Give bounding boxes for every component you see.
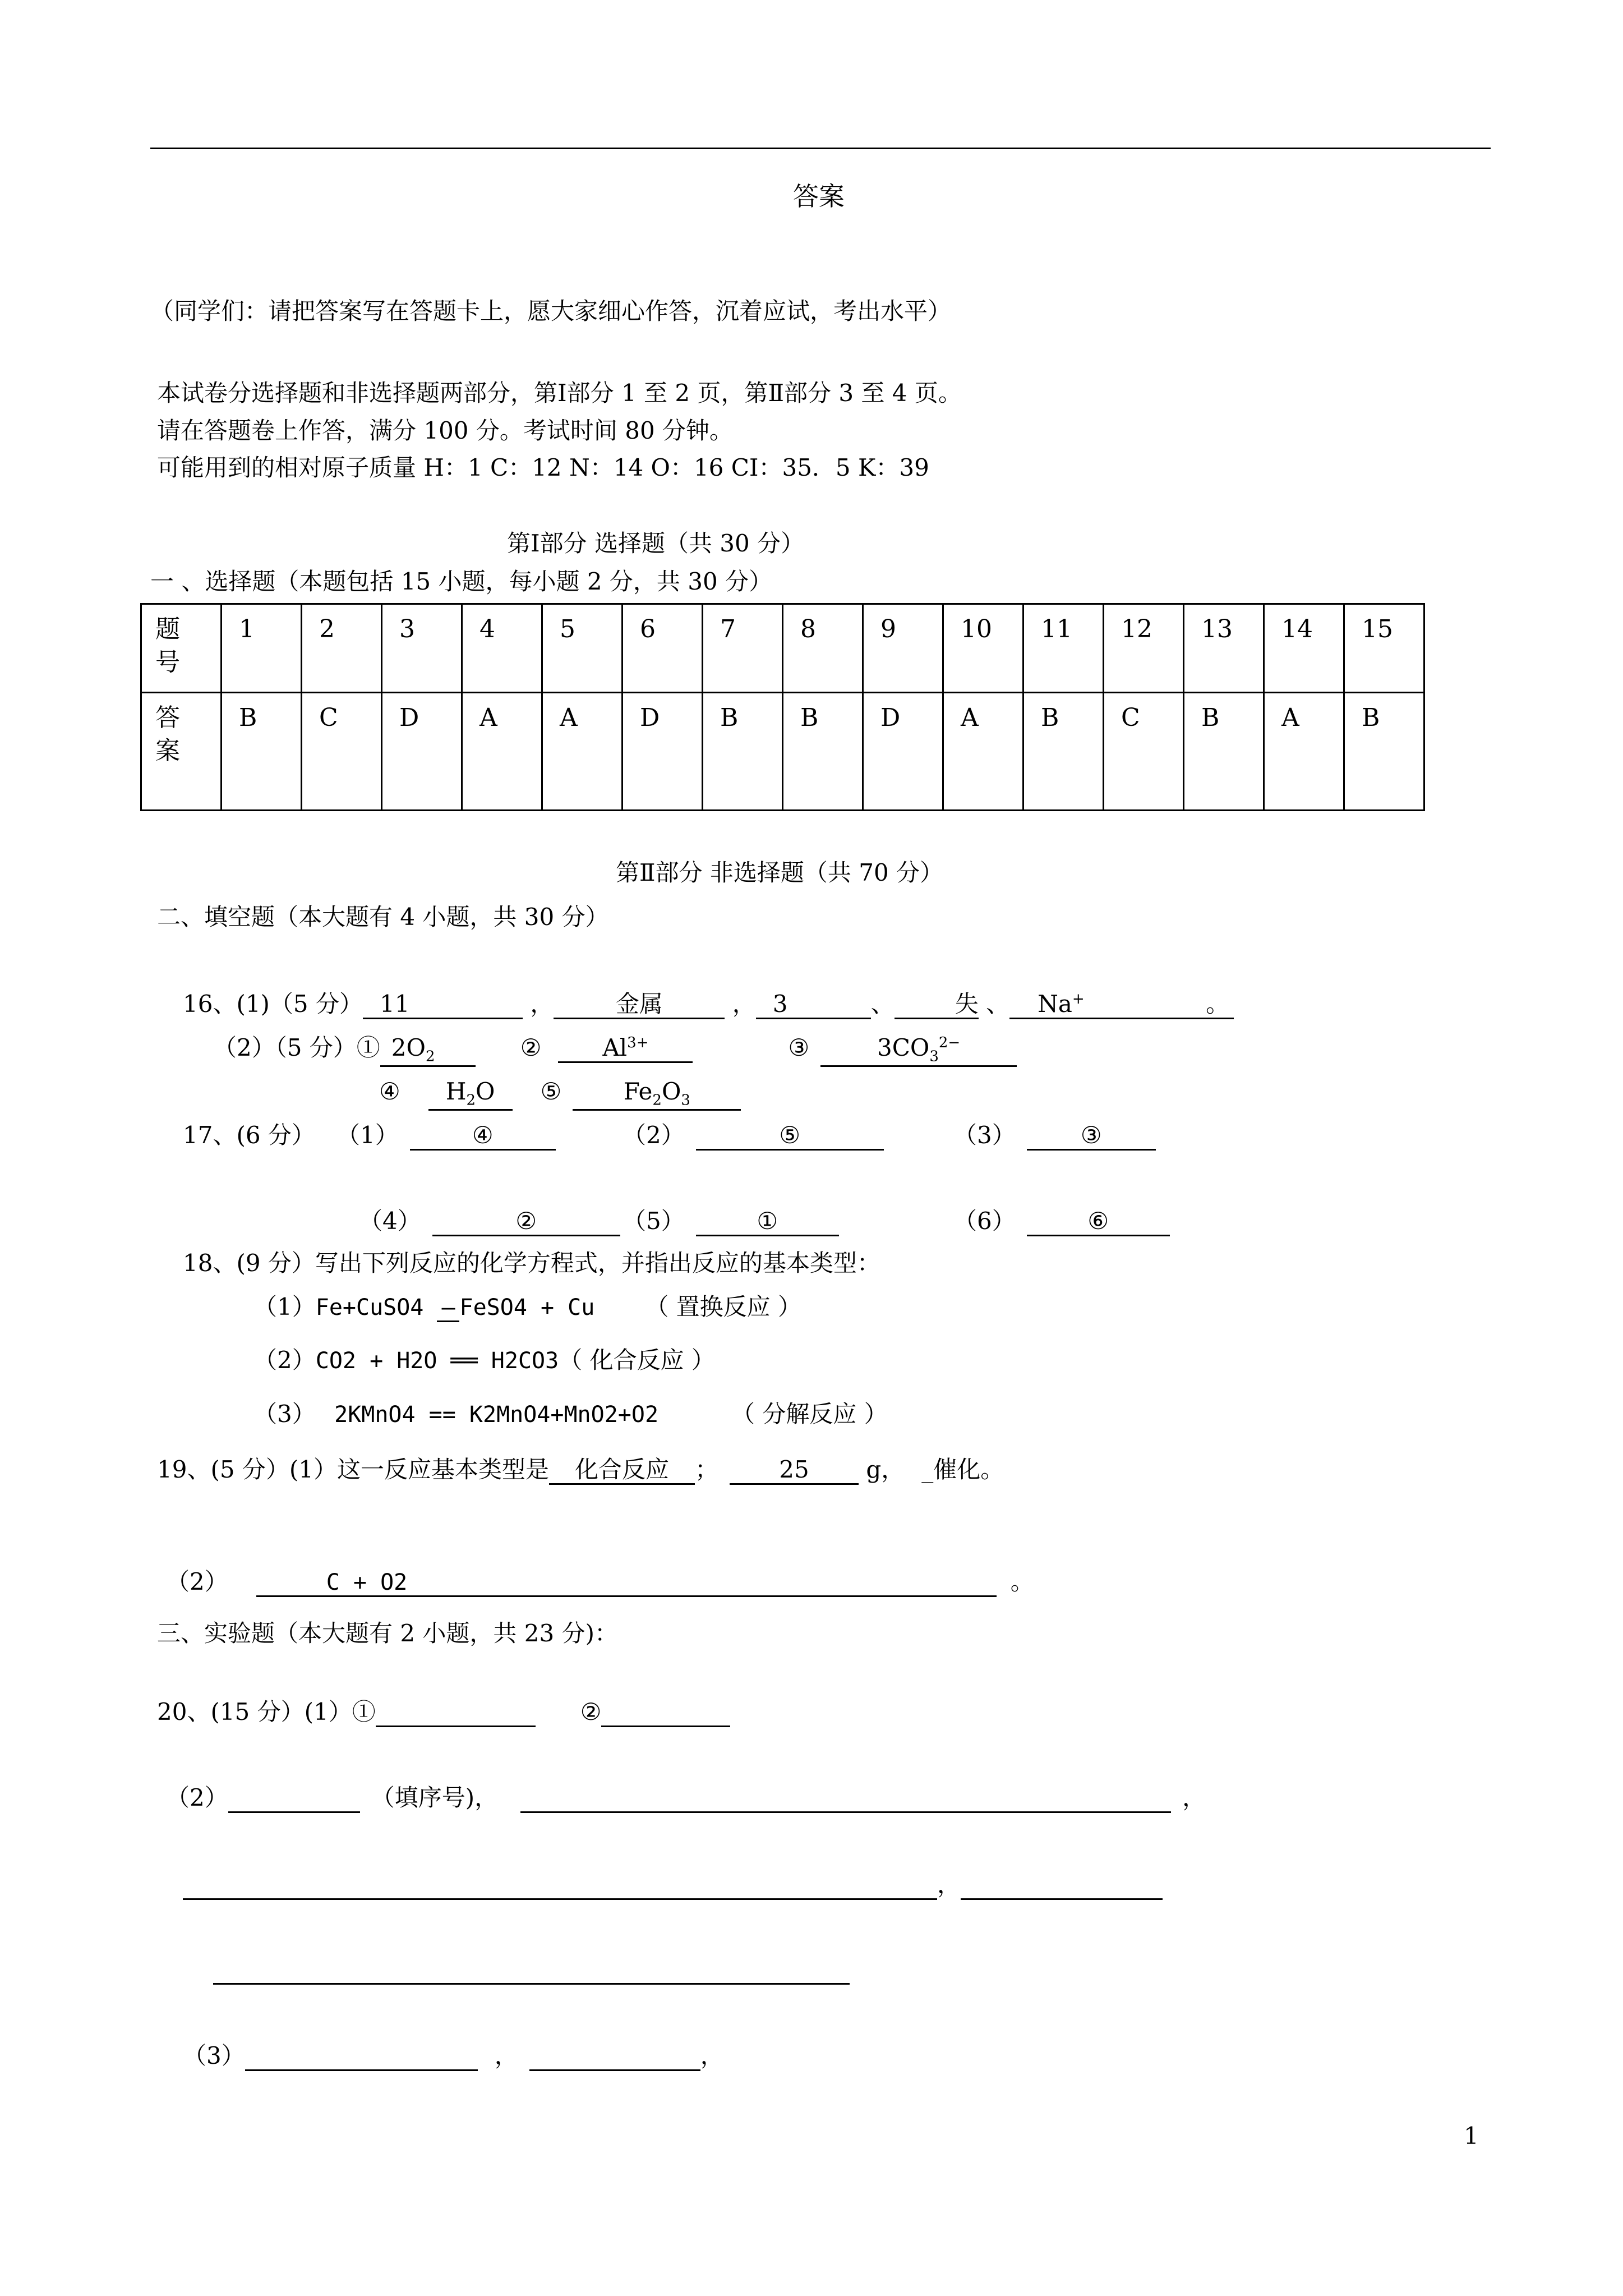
q16-end-period: 。 — [1206, 991, 1234, 1019]
answer-cell: C — [1104, 693, 1184, 811]
q16-label: 16、(1)（5 分） — [183, 990, 363, 1018]
answer-cell: B — [703, 693, 783, 811]
q20-blank-3 — [228, 1784, 360, 1813]
q16-answer-3 — [756, 991, 871, 1019]
q16-formula-3 — [820, 1034, 1017, 1067]
row-header-numbers: 题号 — [141, 604, 222, 693]
answer-cell: C — [302, 693, 382, 811]
q19-answer-2: 25 — [730, 1456, 859, 1485]
q20-blank-4 — [520, 1784, 1171, 1813]
q16-formula-1 — [380, 1034, 476, 1067]
part2-title: 第Ⅱ部分 非选择题（共 70 分） — [616, 859, 944, 886]
q19-end: 。 — [980, 1456, 1004, 1483]
question-number-cell: 14 — [1264, 604, 1344, 693]
q18-reaction-1 — [253, 1293, 801, 1322]
q16-formula-5-sub2: 3 — [681, 1092, 690, 1109]
answer-cell: D — [863, 693, 943, 811]
q16-formula-4-a: H — [445, 1078, 467, 1105]
section3-title: 三、实验题（本大题有 2 小题，共 23 分)： — [157, 1619, 618, 1647]
q16-answer-1-text: 11 — [380, 990, 410, 1018]
q16-circle-3: ③ — [788, 1034, 810, 1061]
q19-line1 — [157, 1456, 1004, 1485]
intro-line-2: 请在答题卷上作答，满分 100 分。考试时间 80 分钟。 — [157, 417, 734, 444]
q16-comma: ， — [725, 990, 756, 1018]
q16-answer-4 — [895, 991, 979, 1019]
instruction-note: （同学们：请把答案写在答题卡上，愿大家细心作答，沉着应试，考出水平） — [150, 297, 952, 325]
q18-reaction-3-type: （ 分解反应 ） — [731, 1400, 888, 1428]
q20-line5 — [183, 2042, 724, 2071]
q18-reaction-1-type: （ 置换反应 ） — [645, 1293, 802, 1320]
q16-formula-4-b: O — [476, 1078, 495, 1105]
q16-formula-2-text: Al — [602, 1034, 628, 1061]
q16-formula-1-text: 2O — [391, 1034, 426, 1061]
q18-reaction-1-equation-a: Fe+CuSO4 — [315, 1295, 437, 1320]
q20-blank-6 — [961, 1871, 1163, 1900]
q18-reaction-2-equation: CO2 + H2O ══ H2CO3 — [315, 1348, 559, 1374]
q18-reaction-1-equation-c: FeSO4 + Cu — [459, 1295, 595, 1320]
answer-cell: A — [462, 693, 542, 811]
q16-answer-2-text: 金属 — [615, 990, 663, 1018]
q17-part-4 — [359, 1207, 620, 1236]
q16-answer-4-text: 失 — [955, 990, 979, 1018]
row-header-answers: 答案 — [141, 693, 222, 811]
q19-answer-4: C + O2 — [256, 1570, 997, 1597]
intro-line-3: 可能用到的相对原子质量 H：1 C：12 N：14 O：16 CI：35．5 K：39 — [157, 454, 929, 481]
q17-label: 17、(6 分） — [183, 1121, 315, 1149]
q19-answer-3: _催化 — [921, 1456, 981, 1483]
question-number-cell: 2 — [302, 604, 382, 693]
q16-formula-1-sub: 2 — [425, 1048, 435, 1065]
question-number-cell: 3 — [382, 604, 462, 693]
q16-formula-5-b: O — [661, 1078, 681, 1105]
q20-circle-2: ② — [580, 1698, 602, 1726]
q16-circle-4: ④ — [379, 1078, 400, 1105]
answer-cell: A — [542, 693, 623, 811]
question-number-cell: 9 — [863, 604, 943, 693]
q20-blank-8 — [245, 2042, 478, 2071]
q18-label: 18、(9 分）写出下列反应的化学方程式，并指出反应的基本类型： — [183, 1249, 880, 1277]
q20-comma: ， — [700, 2042, 724, 2069]
page-number: 1 — [1464, 2122, 1479, 2150]
q16-formula-3-sub: 3 — [929, 1048, 939, 1065]
q19-part-2-label: （2） — [166, 1568, 228, 1595]
answer-cell: D — [623, 693, 703, 811]
q20-part-3-label: （3） — [183, 2042, 245, 2069]
q18-reaction-1-equation-dash: — — [437, 1295, 459, 1322]
question-number-cell: 15 — [1344, 604, 1424, 693]
q18-reaction-2-type: （ 化合反应 ） — [559, 1346, 715, 1374]
q20-line1 — [157, 1698, 730, 1727]
q16-answer-2 — [554, 991, 725, 1019]
section1-title: 一 、选择题（本题包括 15 小题，每小题 2 分，共 30 分） — [150, 568, 773, 595]
q16-label-2: （2）（5 分）① — [213, 1034, 380, 1061]
q17-part-3 — [953, 1121, 1156, 1151]
question-number-cell: 10 — [943, 604, 1023, 693]
q20-blank-1 — [376, 1699, 536, 1727]
q17-part-3-label: （3） — [953, 1121, 1016, 1149]
question-number-cell: 11 — [1023, 604, 1104, 693]
q16-answer-5-text: Na — [1038, 990, 1072, 1018]
q20-comma: ， — [494, 2042, 518, 2069]
q17-part-1-label: （1） — [336, 1121, 399, 1149]
q18-reaction-2 — [253, 1346, 715, 1374]
q19-unit: g， — [859, 1456, 905, 1483]
answer-cell: B — [1344, 693, 1424, 811]
q16-separator: 、 — [978, 990, 1010, 1018]
q17-answer-1: ④ — [410, 1122, 556, 1151]
q16-circle-5: ⑤ — [540, 1078, 562, 1105]
q17-answer-2: ⑤ — [696, 1122, 884, 1151]
q17-part-2-label: （2） — [623, 1121, 685, 1149]
q19-line2 — [166, 1568, 1034, 1597]
q16-formula-3-text: 3CO — [877, 1034, 930, 1061]
q20-comma: ， — [1182, 1784, 1206, 1811]
q20-part-2-label: （2） — [166, 1784, 228, 1811]
q20-line4 — [213, 1955, 850, 1985]
q16-formula-3-sup: 2− — [938, 1034, 961, 1051]
page-title: 答案 — [793, 181, 845, 211]
q16-answer-3-text: 3 — [772, 990, 788, 1018]
q16-separator: 、 — [870, 990, 895, 1018]
q18-reaction-1-label: （1） — [253, 1293, 316, 1320]
part1-title: 第Ⅰ部分 选择题（共 30 分） — [507, 530, 805, 557]
q19-label: 19、(5 分）(1）这一反应基本类型是 — [157, 1456, 550, 1483]
q17-part-2 — [623, 1121, 884, 1151]
q16-answer-1 — [363, 991, 523, 1019]
answer-table — [140, 603, 1425, 811]
q19-answer-1: 化合反应 — [549, 1456, 695, 1485]
q17-answer-6: ⑥ — [1027, 1208, 1170, 1236]
q19-end-2: 。 — [1010, 1568, 1034, 1595]
question-number-cell: 6 — [623, 604, 703, 693]
q16-circle-2: ② — [520, 1034, 542, 1061]
q17-part-5-label: （5） — [623, 1207, 685, 1235]
answer-cell: B — [1023, 693, 1104, 811]
q20-blank-2 — [601, 1699, 730, 1727]
q16-formula-5-a: Fe — [623, 1078, 653, 1105]
q16-formula-2 — [558, 1034, 693, 1063]
answer-cell: B — [222, 693, 302, 811]
answer-cell: D — [382, 693, 462, 811]
q16-formula-5 — [573, 1078, 741, 1111]
q16-line1 — [183, 990, 1234, 1019]
q18-reaction-3-equation: 2KMnO4 == K2MnO4+MnO2+O2 — [334, 1402, 659, 1428]
q17-part-6 — [953, 1207, 1170, 1236]
q17-part-5 — [623, 1207, 839, 1236]
q17-part-4-label: （4） — [359, 1207, 421, 1235]
q20-comma: ， — [937, 1871, 961, 1898]
q20-fill-note: （填序号)， — [371, 1784, 499, 1811]
q16-line3 — [379, 1078, 741, 1111]
question-number-cell: 5 — [542, 604, 623, 693]
q16-answer-5: Na+ — [1009, 991, 1206, 1019]
question-number-cell: 1 — [222, 604, 302, 693]
question-number-cell: 4 — [462, 604, 542, 693]
q20-blank-7 — [213, 1956, 850, 1985]
question-number-cell: 7 — [703, 604, 783, 693]
intro-line-1: 本试卷分选择题和非选择题两部分，第Ⅰ部分 1 至 2 页，第Ⅱ部分 3 至 4 页。 — [157, 379, 962, 407]
table-row-numbers — [141, 604, 1424, 693]
q17-answer-3: ③ — [1027, 1122, 1156, 1151]
q17-part-1 — [336, 1121, 556, 1151]
question-number-cell: 12 — [1104, 604, 1184, 693]
q17-answer-4: ② — [432, 1208, 620, 1236]
q18-reaction-2-label: （2） — [253, 1346, 316, 1374]
q20-line3 — [183, 1871, 1163, 1900]
section2-title: 二、填空题（本大题有 4 小题，共 30 分） — [157, 903, 609, 931]
q17-part-6-label: （6） — [953, 1207, 1016, 1235]
question-number-cell: 8 — [783, 604, 863, 693]
q18-reaction-3-label: （3） — [253, 1400, 324, 1428]
q18-reaction-3 — [253, 1400, 888, 1428]
answer-cell: B — [783, 693, 863, 811]
q16-formula-2-sup: 3+ — [627, 1034, 649, 1051]
answer-cell: A — [1264, 693, 1344, 811]
header-rule — [150, 148, 1491, 149]
q20-line2 — [166, 1784, 1206, 1813]
q20-blank-5 — [183, 1871, 937, 1900]
q16-formula-5-sub1: 2 — [652, 1092, 662, 1109]
q16-formula-4 — [428, 1078, 513, 1111]
q17-answer-5: ① — [696, 1208, 839, 1236]
answer-cell: A — [943, 693, 1023, 811]
answer-cell: B — [1184, 693, 1264, 811]
question-number-cell: 13 — [1184, 604, 1264, 693]
table-row-answers — [141, 693, 1424, 811]
q19-separator: ； — [695, 1456, 719, 1483]
q16-line2 — [213, 1034, 1017, 1067]
q20-label: 20、(15 分）(1）① — [157, 1698, 376, 1726]
q16-formula-4-sub: 2 — [466, 1092, 476, 1109]
q20-blank-9 — [529, 2042, 700, 2071]
q16-comma: ， — [523, 990, 554, 1018]
